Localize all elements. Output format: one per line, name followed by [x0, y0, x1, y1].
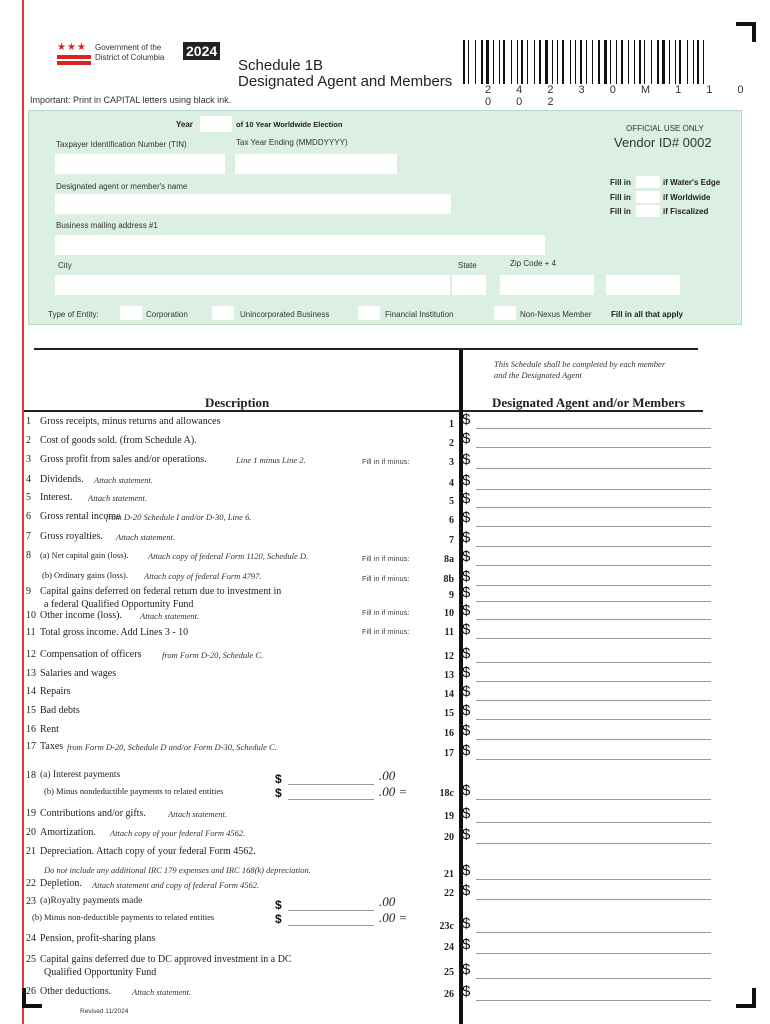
- barcode-bar: [675, 40, 676, 84]
- line-number: 4: [26, 474, 31, 485]
- line-note: Attach statement.: [168, 809, 228, 819]
- fill-in-label: Fill in: [610, 193, 631, 202]
- line-description: Depletion.: [40, 878, 82, 889]
- line-note: Do not include any additional IRC 179 expenses and IRC 168(k) depreciation.: [44, 865, 311, 875]
- line-number: 17: [26, 741, 36, 752]
- entity-type-label: Type of Entity:: [48, 310, 99, 319]
- line-box-number: 7: [449, 535, 454, 546]
- line-description: Compensation of officers: [40, 649, 142, 660]
- dollar-sign: $: [275, 898, 282, 912]
- barcode-bar: [557, 40, 558, 84]
- worldwide-label: if Worldwide: [663, 193, 711, 202]
- dollar-sign: $: [462, 451, 471, 468]
- dollar-sign: $: [462, 961, 471, 978]
- page-title: [238, 58, 452, 90]
- schedule-note: This Schedule shall be completed by each member and the Designated Agent: [494, 359, 666, 380]
- dollar-sign: $: [462, 430, 471, 447]
- dollar-sign: $: [462, 411, 471, 428]
- instruction-note: Important: Print in CAPITAL letters using black ink.: [30, 95, 232, 105]
- line-description: Taxes: [40, 741, 64, 752]
- amount-field[interactable]: [476, 526, 711, 527]
- line-description-cont: (b) Minus non-deductible payments to related entities: [32, 912, 215, 922]
- barcode-bar: [697, 40, 699, 84]
- line-note: Attach statement and copy of federal Form 4562.: [92, 880, 260, 890]
- year-badge: 2024: [183, 42, 220, 60]
- barcode-bar: [511, 40, 512, 84]
- line-number: 6: [26, 511, 31, 522]
- schedule-title: Schedule 1B: [238, 57, 324, 74]
- line-description: Capital gains deferred due to DC approved investment in a DC: [40, 954, 292, 965]
- fill-all-label: Fill in all that apply: [611, 310, 684, 319]
- agent-header: Designated Agent and/or Members: [492, 395, 685, 410]
- line-box-number: 5: [449, 496, 454, 507]
- barcode: [463, 40, 707, 84]
- amount-field[interactable]: [476, 546, 711, 547]
- line-description: Repairs: [40, 686, 71, 697]
- line-description: Pension, profit-sharing plans: [40, 933, 156, 944]
- election-label: of 10 Year Worldwide Election: [236, 120, 343, 129]
- barcode-bar: [657, 40, 659, 84]
- line-number: 26: [26, 986, 36, 997]
- barcode-bar: [545, 40, 548, 84]
- dc-flag-logo: ★★★: [57, 43, 91, 63]
- amount-field[interactable]: [476, 879, 711, 880]
- line-number: 3: [26, 454, 31, 465]
- line-description: (a) Net capital gain (loss).: [40, 550, 129, 560]
- line-note: Attach copy of federal Form 4797.: [144, 571, 262, 581]
- amount-field[interactable]: [476, 759, 711, 760]
- line-description: Total gross income. Add Lines 3 - 10: [40, 627, 189, 638]
- unincorporated-checkbox[interactable]: [212, 306, 234, 320]
- line-number: 2: [26, 435, 31, 446]
- nonnexus-checkbox[interactable]: [494, 306, 516, 320]
- amount-field[interactable]: [476, 932, 711, 933]
- amount-input[interactable]: [288, 913, 374, 926]
- dollar-sign: $: [462, 645, 471, 662]
- barcode-bar: [644, 40, 645, 84]
- line-note: Attach copy of federal Form 1120, Schedule D.: [148, 551, 309, 561]
- line-box-number: 15: [444, 708, 454, 719]
- barcode-bar: [517, 40, 518, 84]
- line-number: 7: [26, 531, 31, 542]
- line-number: 11: [26, 627, 36, 638]
- line-box-number: 8b: [443, 574, 454, 585]
- amount-field[interactable]: [476, 601, 711, 602]
- line-box-number: 12: [444, 651, 454, 662]
- barcode-number: 2 4 2 3 0 M 1 1 0 0 0 2: [485, 84, 755, 108]
- amount-field[interactable]: [476, 681, 711, 682]
- line-box-number: 10: [444, 608, 454, 619]
- amount-field[interactable]: [476, 822, 711, 823]
- amount-field[interactable]: [476, 799, 711, 800]
- dollar-sign: $: [462, 862, 471, 879]
- line-number: 8: [26, 550, 31, 561]
- zip-ext-input[interactable]: [606, 275, 680, 295]
- amount-field[interactable]: [476, 428, 711, 429]
- barcode-bar: [475, 40, 476, 84]
- line-number: 18: [26, 770, 36, 781]
- table-divider: [34, 348, 698, 350]
- line-box-number: 3: [449, 457, 454, 468]
- barcode-bar: [521, 40, 523, 84]
- barcode-bar: [687, 40, 688, 84]
- line-number: 1: [26, 416, 31, 427]
- barcode-bar: [598, 40, 600, 84]
- line-description: Gross receipts, minus returns and allowances: [40, 416, 221, 427]
- waters-edge-label: if Water's Edge: [663, 178, 721, 187]
- line-note: Attach statement.: [140, 611, 200, 621]
- fiscalized-label: if Fiscalized: [663, 207, 709, 216]
- amount-field[interactable]: [476, 489, 711, 490]
- line-number: 5: [26, 492, 31, 503]
- line-description: Amortization.: [40, 827, 96, 838]
- line-number: 13: [26, 668, 36, 679]
- dollar-sign: $: [462, 742, 471, 759]
- barcode-bar: [539, 40, 541, 84]
- financial-checkbox[interactable]: [358, 306, 380, 320]
- cents: .00: [379, 894, 396, 909]
- line-box-number: 26: [444, 989, 454, 1000]
- line-description: Cost of goods sold. (from Schedule A).: [40, 435, 197, 446]
- barcode-bar: [693, 40, 694, 84]
- description-header: Description: [205, 395, 270, 410]
- line-box-number: 8a: [444, 554, 454, 565]
- city-input[interactable]: [55, 275, 450, 295]
- line-number: 16: [26, 724, 36, 735]
- line-number: 12: [26, 649, 36, 660]
- barcode-bar: [610, 40, 611, 84]
- amount-field[interactable]: [476, 700, 711, 701]
- state-label: State: [458, 261, 477, 270]
- line-description: Bad debts: [40, 705, 80, 716]
- fill-if-minus-label: Fill in if minus:: [362, 457, 410, 466]
- dollar-sign: $: [462, 915, 471, 932]
- line-number: 23: [26, 896, 36, 907]
- barcode-bar: [621, 40, 623, 84]
- amount-field[interactable]: [476, 468, 711, 469]
- dollar-sign: $: [462, 782, 471, 799]
- line-note: Attach statement.: [132, 987, 192, 997]
- line-note: from D-20 Schedule I and/or D-30, Line 6.: [106, 512, 252, 522]
- financial-label: Financial Institution: [385, 310, 454, 319]
- line-number: 24: [26, 933, 36, 944]
- city-label: City: [58, 261, 72, 270]
- dollar-sign: $: [462, 472, 471, 489]
- state-input[interactable]: [452, 275, 486, 295]
- barcode-bar: [586, 40, 587, 84]
- barcode-bar: [639, 40, 641, 84]
- vendor-id: Vendor ID# 0002: [614, 135, 712, 150]
- barcode-bar: [552, 40, 553, 84]
- fill-if-minus-label: Fill in if minus:: [362, 627, 410, 636]
- barcode-bar: [592, 40, 593, 84]
- barcode-bar: [570, 40, 571, 84]
- line-description: Depreciation. Attach copy of your federal Form 4562.: [40, 846, 256, 857]
- agent-name-label: Designated agent or member's name: [56, 182, 188, 191]
- barcode-bar: [493, 40, 494, 84]
- barcode-bar: [468, 40, 469, 84]
- header-rule: [463, 410, 703, 412]
- dollar-sign: $: [462, 621, 471, 638]
- cents: .00 =: [379, 784, 408, 799]
- barcode-bar: [604, 40, 607, 84]
- fill-if-minus-label: Fill in if minus:: [362, 574, 410, 583]
- amount-field[interactable]: [476, 662, 711, 663]
- line-description-cont: (b) Minus nondeductible payments to related entities: [44, 786, 224, 796]
- line-description: Gross royalties.: [40, 531, 103, 542]
- dollar-sign: $: [462, 509, 471, 526]
- dollar-sign: $: [462, 722, 471, 739]
- line-note: from Form D-20, Schedule D and/or Form D-30, Schedule C.: [67, 742, 277, 752]
- dollar-sign: $: [462, 683, 471, 700]
- line-description: Salaries and wages: [40, 668, 117, 679]
- amount-field[interactable]: [476, 447, 711, 448]
- line-box-number: 9: [449, 590, 454, 601]
- line-description: Interest.: [40, 492, 73, 503]
- fiscalized-checkbox[interactable]: [636, 205, 660, 217]
- agent-name-input[interactable]: [55, 194, 451, 214]
- fill-in-label: Fill in: [610, 207, 631, 216]
- barcode-bar: [503, 40, 505, 84]
- tax-year-label: Tax Year Ending (MMDDYYYY): [236, 138, 348, 147]
- corporation-checkbox[interactable]: [120, 306, 142, 320]
- line-number: 19: [26, 808, 36, 819]
- amount-field[interactable]: [476, 843, 711, 844]
- zip-label: Zip Code + 4: [510, 259, 557, 268]
- line-box-number: 11: [444, 627, 454, 638]
- line-number: 15: [26, 705, 36, 716]
- line-note: from Form D-20, Schedule C.: [162, 650, 264, 660]
- dollar-sign: $: [462, 548, 471, 565]
- election-year-input[interactable]: [200, 116, 232, 132]
- barcode-bar: [703, 40, 704, 84]
- amount-field[interactable]: [476, 719, 711, 720]
- barcode-bar: [662, 40, 665, 84]
- barcode-bar: [499, 40, 500, 84]
- nonnexus-label: Non-Nexus Member: [520, 310, 592, 319]
- barcode-bar: [481, 40, 483, 84]
- year-label: Year: [176, 120, 193, 129]
- line-description: Contributions and/or gifts.: [40, 808, 146, 819]
- worldwide-checkbox[interactable]: [636, 191, 660, 203]
- line-description: Capital gains deferred on federal return due to investment in: [40, 586, 282, 597]
- barcode-bar: [651, 40, 652, 84]
- tax-year-input[interactable]: [235, 154, 397, 174]
- schedule-subtitle: Designated Agent and Members: [238, 73, 453, 90]
- line-description-cont: a federal Qualified Opportunity Fund: [44, 599, 194, 610]
- line-number: 21: [26, 846, 36, 857]
- line-box-number: 16: [444, 728, 454, 739]
- amount-field[interactable]: [476, 619, 711, 620]
- line-description: (b) Ordinary gains (loss).: [42, 570, 128, 580]
- dollar-sign: $: [462, 826, 471, 843]
- dollar-sign: $: [462, 490, 471, 507]
- line-box-number: 14: [444, 689, 454, 700]
- header-rule: [24, 410, 460, 412]
- barcode-bar: [463, 40, 465, 84]
- amount-field[interactable]: [476, 953, 711, 954]
- line-box-number: 19: [444, 811, 454, 822]
- margin-rule: [22, 0, 24, 1024]
- line-box-number: 24: [444, 942, 454, 953]
- fill-in-label: Fill in: [610, 178, 631, 187]
- corner-mark: [736, 988, 756, 1008]
- dollar-sign: $: [462, 805, 471, 822]
- corner-mark: [736, 22, 756, 42]
- dollar-sign: $: [462, 936, 471, 953]
- line-note: Attach statement.: [88, 493, 148, 503]
- dollar-sign: $: [462, 602, 471, 619]
- line-description: (a)Royalty payments made: [40, 896, 143, 906]
- line-box-number: 20: [444, 832, 454, 843]
- barcode-bar: [534, 40, 535, 84]
- amount-field[interactable]: [476, 739, 711, 740]
- line-note: Attach statement.: [116, 532, 176, 542]
- line-box-number: 6: [449, 515, 454, 526]
- line-description: Gross profit from sales and/or operations.: [40, 454, 207, 465]
- line-box-number: 25: [444, 967, 454, 978]
- unincorporated-label: Unincorporated Business: [240, 310, 330, 319]
- dollar-sign: $: [275, 786, 282, 800]
- cents: .00 =: [379, 910, 408, 925]
- line-description: Gross rental income: [40, 511, 121, 522]
- barcode-bar: [580, 40, 582, 84]
- tin-label: Taxpayer Identification Number (TIN): [56, 140, 187, 149]
- corporation-label: Corporation: [146, 310, 188, 319]
- barcode-bar: [679, 40, 681, 84]
- barcode-bar: [527, 40, 528, 84]
- barcode-bar: [616, 40, 617, 84]
- line-description-cont: Qualified Opportunity Fund: [44, 967, 157, 978]
- tin-input[interactable]: [55, 154, 225, 174]
- zip-input[interactable]: [500, 275, 594, 295]
- line-box-number: 13: [444, 670, 454, 681]
- fill-if-minus-label: Fill in if minus:: [362, 554, 410, 563]
- dollar-sign: $: [462, 702, 471, 719]
- amount-field[interactable]: [476, 565, 711, 566]
- barcode-bar: [634, 40, 635, 84]
- line-number: 20: [26, 827, 36, 838]
- amount-input[interactable]: [288, 772, 374, 785]
- line-box-number: 18c: [439, 788, 454, 799]
- dollar-sign: $: [462, 664, 471, 681]
- dollar-sign: $: [462, 568, 471, 585]
- line-note: Line 1 minus Line 2.: [236, 455, 306, 465]
- line-box-number: 2: [449, 438, 454, 449]
- barcode-bar: [562, 40, 564, 84]
- government-name: Government of the District of Columbia: [95, 43, 165, 62]
- line-box-number: 1: [449, 419, 454, 430]
- dollar-sign: $: [462, 529, 471, 546]
- amount-input[interactable]: [288, 898, 374, 911]
- line-number: 14: [26, 686, 36, 697]
- line-box-number: 23c: [439, 921, 454, 932]
- barcode-bar: [486, 40, 489, 84]
- dollar-sign: $: [275, 772, 282, 786]
- amount-field[interactable]: [476, 978, 711, 979]
- line-description: (a) Interest payments: [40, 770, 121, 780]
- barcode-bar: [575, 40, 576, 84]
- amount-field[interactable]: [476, 638, 711, 639]
- amount-field[interactable]: [476, 585, 711, 586]
- dollar-sign: $: [275, 912, 282, 926]
- line-box-number: 4: [449, 478, 454, 489]
- line-number: 10: [26, 610, 36, 621]
- line-description: Other income (loss).: [40, 610, 122, 621]
- line-box-number: 21: [444, 869, 454, 880]
- line-description: Other deductions.: [40, 986, 112, 997]
- dollar-sign: $: [462, 882, 471, 899]
- line-description: Dividends.: [40, 474, 84, 485]
- line-box-number: 17: [444, 748, 454, 759]
- official-use-label: OFFICIAL USE ONLY: [626, 124, 704, 133]
- revised-date: Revised 11/2024: [80, 1008, 129, 1015]
- address-input[interactable]: [55, 235, 545, 255]
- barcode-bar: [669, 40, 670, 84]
- cents: .00: [379, 768, 396, 783]
- amount-field[interactable]: [476, 899, 711, 900]
- waters-edge-checkbox[interactable]: [636, 176, 660, 188]
- amount-input[interactable]: [288, 787, 374, 800]
- amount-field[interactable]: [476, 1000, 711, 1001]
- barcode-bar: [628, 40, 629, 84]
- fill-if-minus-label: Fill in if minus:: [362, 608, 410, 617]
- line-note: Attach statement.: [94, 475, 154, 485]
- amount-field[interactable]: [476, 507, 711, 508]
- dollar-sign: $: [462, 983, 471, 1000]
- line-box-number: 22: [444, 888, 454, 899]
- line-number: 25: [26, 954, 36, 965]
- dollar-sign: $: [462, 584, 471, 601]
- line-description: Rent: [40, 724, 59, 735]
- address-label: Business mailing address #1: [56, 221, 158, 230]
- line-number: 9: [26, 586, 31, 597]
- line-number: 22: [26, 878, 36, 889]
- line-note: Attach copy of your federal Form 4562.: [110, 828, 246, 838]
